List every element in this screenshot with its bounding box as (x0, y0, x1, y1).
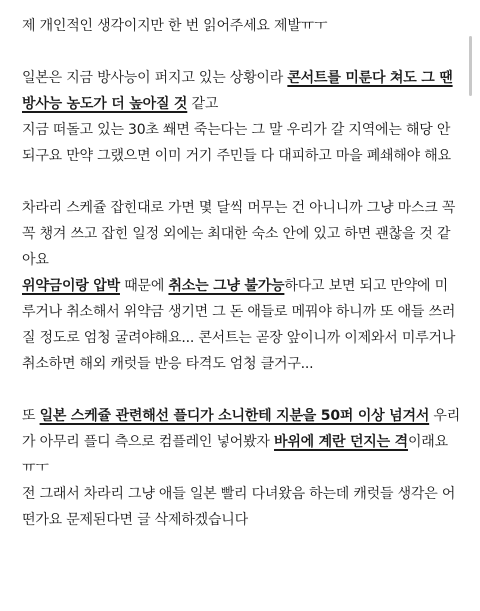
body-text: 같고 (187, 96, 219, 112)
post-text-line (22, 429, 462, 455)
post-text-line (22, 13, 462, 39)
body-text: 하다고 보면 되고 만약에 미 (284, 278, 448, 294)
blank-line (22, 169, 462, 195)
post-text-line (22, 507, 462, 533)
body-text: 또 (22, 408, 40, 424)
body-text: 때문에 (119, 278, 169, 294)
post-text-line (22, 221, 462, 247)
post-text-line (22, 91, 462, 117)
body-text: ㅠㅜ (22, 460, 49, 476)
body-text: 이래요 (407, 434, 448, 450)
post-text-line (22, 273, 462, 299)
body-text: 제 개인적인 생각이지만 한 번 읽어주세요 제발ㅠㅜ (22, 18, 328, 34)
emphasized-text: 일본 스케쥴 관련해선 플디가 소니한테 지분을 50퍼 이상 넘겨서 (39, 408, 430, 424)
emphasized-text: 위약금이랑 압박 (22, 278, 120, 294)
scrollbar[interactable] (469, 36, 472, 96)
body-text: 되구요 만약 그랬으면 이미 거기 주민들 다 대피하고 마을 폐쇄해야 해요 (22, 148, 451, 164)
post-text-line (22, 247, 462, 273)
post-text-line (22, 143, 462, 169)
body-text: 루거나 취소해서 위약금 생기면 그 돈 애들로 메꿔야 하니까 또 애들 쓰러 (22, 304, 456, 320)
emphasized-text: 바위에 계란 던지는 격 (274, 434, 408, 450)
body-text: 아요 (22, 252, 49, 268)
body-text: 차라리 스케쥴 잡힌대로 가면 몇 달씩 머무는 건 아니니까 그냥 마스크 꼭 (22, 200, 456, 216)
post-text-line (22, 117, 462, 143)
blank-line (22, 39, 462, 65)
post-text-line (22, 195, 462, 221)
body-text: 가 아무리 플디 측으로 컴플레인 넣어봤자 (22, 434, 275, 450)
body-text: 떤가요 문제된다면 글 삭제하겠습니다 (22, 512, 248, 528)
post-text-line (22, 351, 462, 377)
body-text: 지금 떠돌고 있는 30초 쐐면 죽는다는 그 말 우리가 갈 지역에는 해당 안 (22, 122, 451, 138)
emphasized-text: 취소는 그냥 불가능 (168, 278, 285, 294)
body-text: 꼭 챙겨 쓰고 잡힌 일정 외에는 최대한 숙소 안에 있고 하면 괜찮을 것 같 (22, 226, 451, 242)
post-text-line (22, 481, 462, 507)
body-text: 전 그래서 차라리 그냥 애들 일본 빨리 다녀왔음 하는데 캐럿들 생각은 어 (22, 486, 456, 502)
emphasized-text: 콘서트를 미룬다 쳐도 그 땐 (287, 70, 453, 86)
blank-line (22, 377, 462, 403)
post-text-line (22, 299, 462, 325)
post-text-line (22, 403, 462, 429)
post-text-line (22, 65, 462, 91)
body-text: 우리 (429, 408, 461, 424)
post-body (22, 13, 462, 533)
post-text-line (22, 455, 462, 481)
post-text-line (22, 325, 462, 351)
body-text: 일본은 지금 방사능이 퍼지고 있는 상황이라 (22, 70, 288, 86)
body-text: 취소하면 해외 캐럿들 반응 타격도 엄청 클거구... (22, 356, 314, 372)
body-text: 질 정도로 엄청 굴려야해요... 콘서트는 곧장 앞이니까 이제와서 미루거나 (22, 330, 456, 346)
emphasized-text: 방사능 농도가 더 높아질 것 (22, 96, 188, 112)
